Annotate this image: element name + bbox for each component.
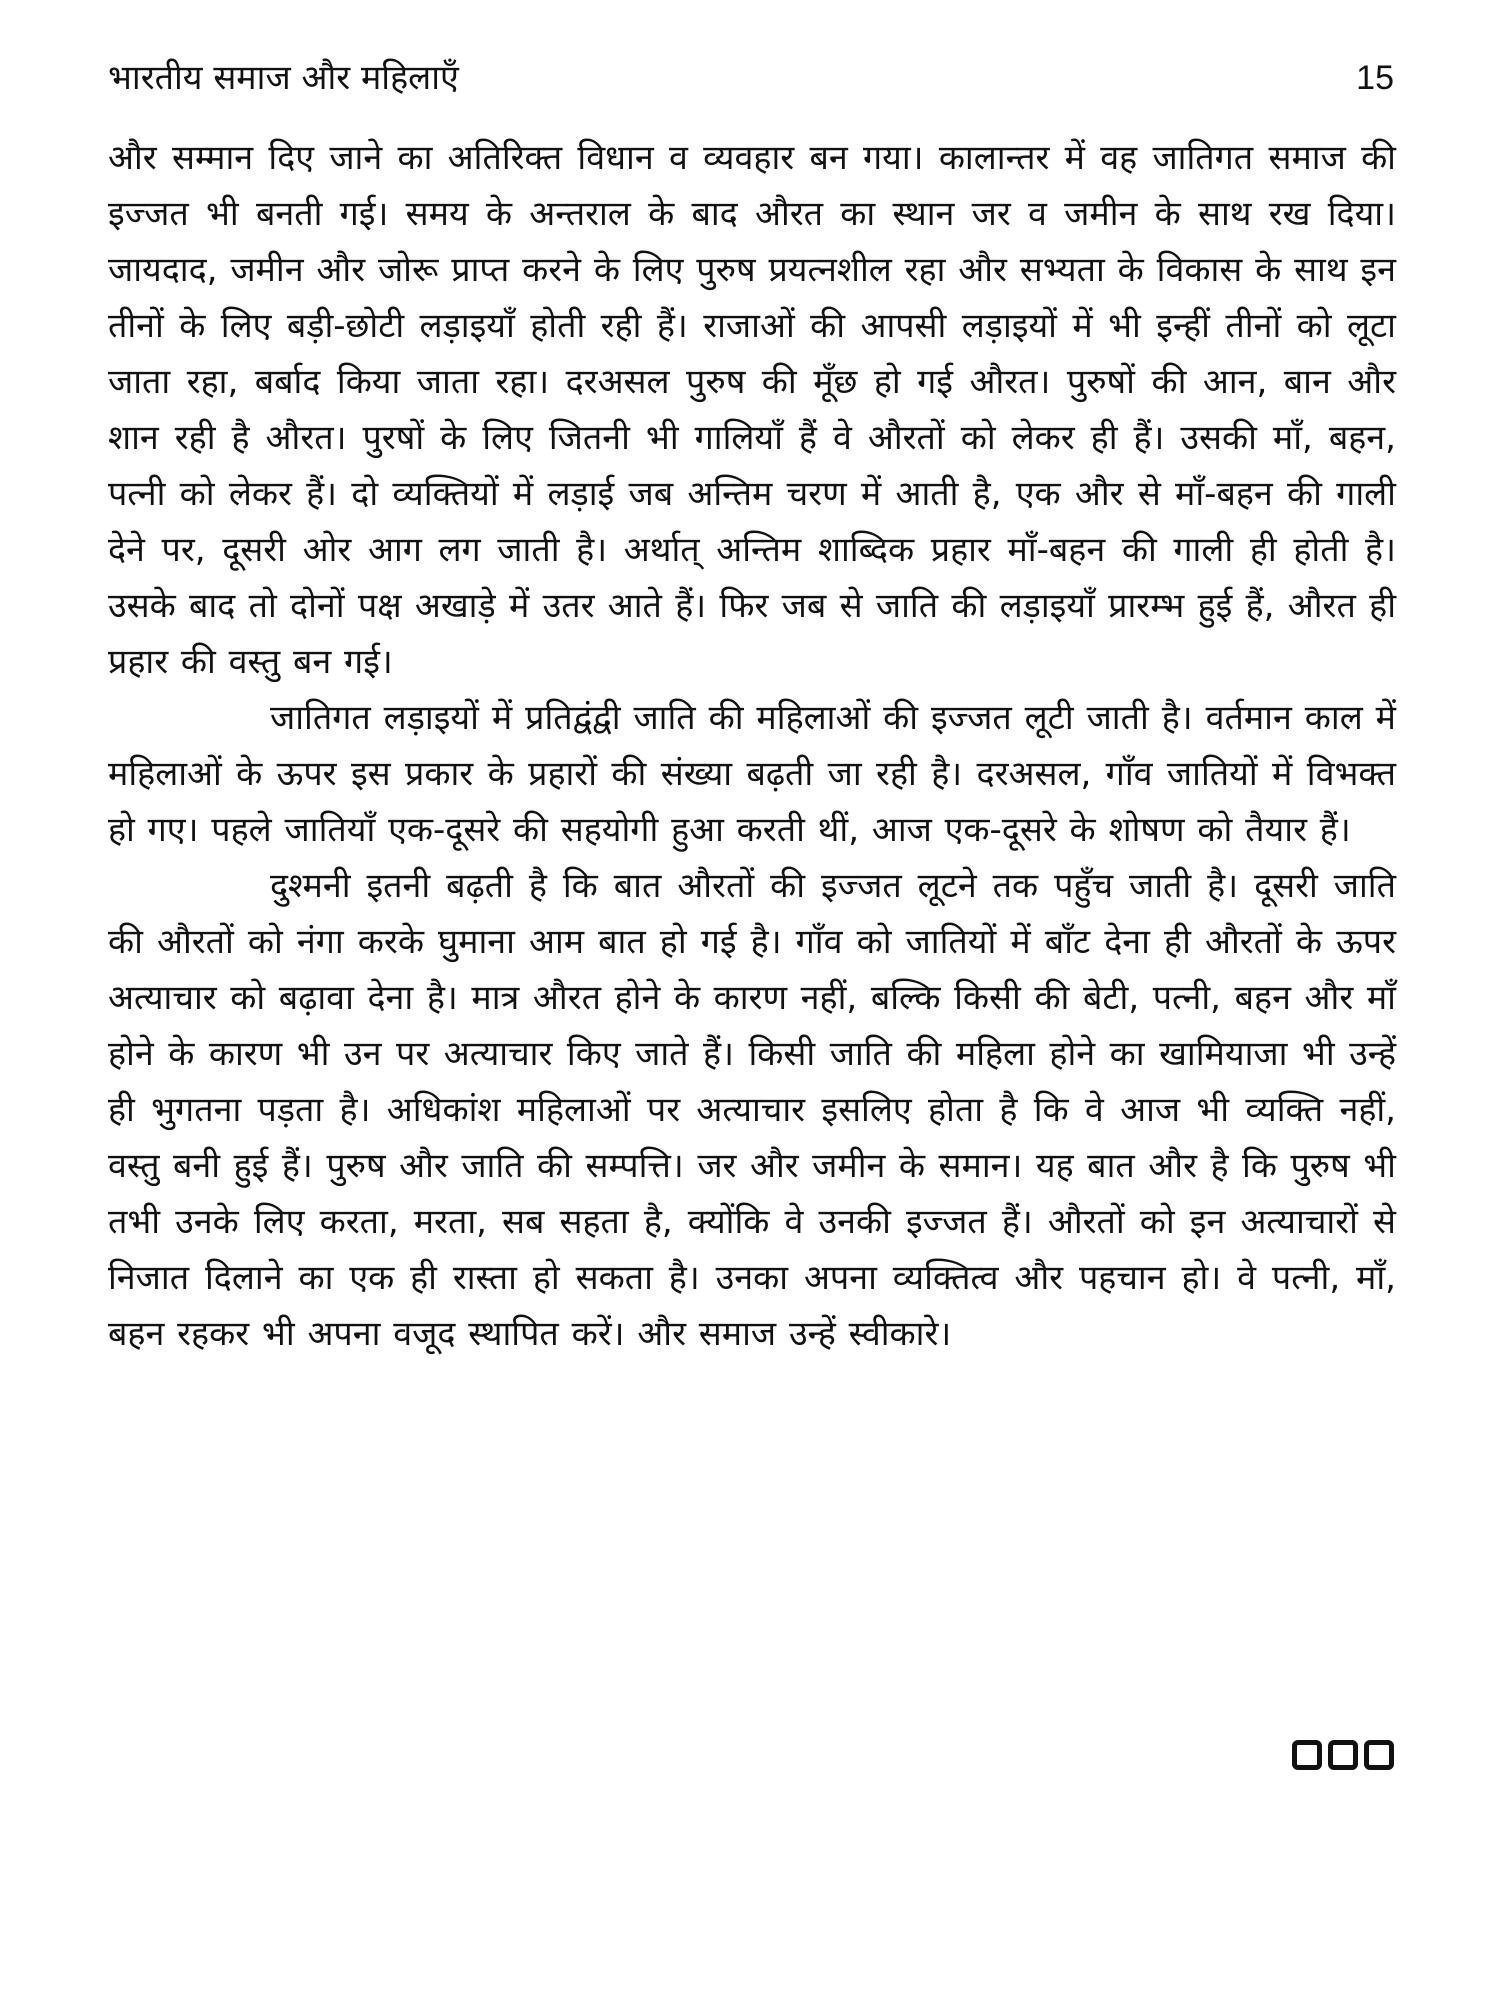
end-box-icon	[1364, 1740, 1394, 1770]
end-box-icon	[1292, 1740, 1322, 1770]
end-box-icon	[1328, 1740, 1358, 1770]
body-text	[108, 130, 1396, 1362]
running-title: भारतीय समाज और महिलाएँ	[108, 58, 459, 98]
section-end-mark-icon	[1292, 1740, 1394, 1770]
page-number: 15	[1356, 59, 1394, 97]
paragraph-1: और सम्मान दिए जाने का अतिरिक्त विधान व व्यवहार बन गया। कालान्तर में वह जातिगत समाज की इज्जत भी बनती गई। समय के अन्तराल के बाद औरत का स्थान जर व जमीन के साथ रख दिया। जायदाद, जमीन और जोरू प्राप्त करने के लिए पुरुष प्रयत्नशील रहा और सभ्यता के विकास के साथ इन तीनों के लिए बड़ी-छोटी लड़ाइयाँ होती रही हैं। राजाओं की आपसी लड़ाइयों में भी इन्हीं तीनों को लूटा जाता रहा, बर्बाद किया जाता रहा। दरअसल पुरुष की मूँछ हो गई औरत। पुरुषों की आन, बान और शान रही है औरत। पुरषों के लिए जितनी भी गालियाँ हैं वे औरतों को लेकर ही हैं। उसकी माँ, बहन, पत्नी को लेकर हैं। दो व्यक्तियों में लड़ाई जब अन्तिम चरण में आती है, एक और से माँ-बहन की गाली देने पर, दूसरी ओर आग लग जाती है। अर्थात् अन्तिम शाब्दिक प्रहार माँ-बहन की गाली ही होती है। उसके बाद तो दोनों पक्ष अखाड़े में उतर आते हैं। फिर जब से जाति की लड़ाइयाँ प्रारम्भ हुई हैं, औरत ही प्रहार की वस्तु बन गई।	[108, 138, 1396, 682]
paragraph-2: जातिगत लड़ाइयों में प्रतिद्वंद्वी जाति की महिलाओं की इज्जत लूटी जाती है। वर्तमान काल में महिलाओं के ऊपर इस प्रकार के प्रहारों की संख्या बढ़ती जा रही है। दरअसल, गाँव जातियों में विभक्त हो गए। पहले जातियाँ एक-दूसरे की सहयोगी हुआ करती थीं, आज एक-दूसरे के शोषण को तैयार हैं।	[108, 698, 1396, 850]
paragraph-3: दुश्मनी इतनी बढ़ती है कि बात औरतों की इज्जत लूटने तक पहुँच जाती है। दूसरी जाति की औरतों को नंगा करके घुमाना आम बात हो गई है। गाँव को जातियों में बाँट देना ही औरतों के ऊपर अत्याचार को बढ़ावा देना है। मात्र औरत होने के कारण नहीं, बल्कि किसी की बेटी, पत्नी, बहन और माँ होने के कारण भी उन पर अत्याचार किए जाते हैं। किसी जाति की महिला होने का खामियाजा भी उन्हें ही भुगतना पड़ता है। अधिकांश महिलाओं पर अत्याचार इसलिए होता है कि वे आज भी व्यक्ति नहीं, वस्तु बनी हुई हैं। पुरुष और जाति की सम्पत्ति। जर और जमीन के समान। यह बात और है कि पुरुष भी तभी उनके लिए करता, मरता, सब सहता है, क्योंकि वे उनकी इज्जत हैं। औरतों को इन अत्याचारों से निजात दिलाने का एक ही रास्ता हो सकता है। उनका अपना व्यक्तित्व और पहचान हो। वे पत्नी, माँ, बहन रहकर भी अपना वजूद स्थापित करें। और समाज उन्हें स्वीकारे।	[108, 866, 1396, 1354]
